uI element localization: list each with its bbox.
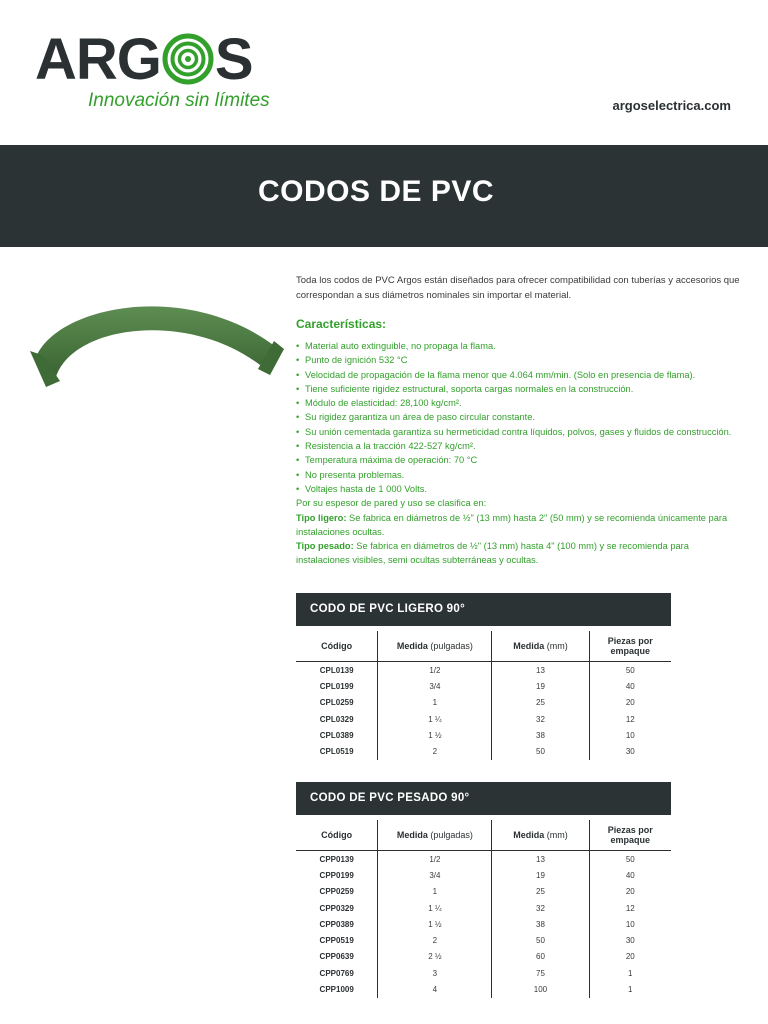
cell-measure-in: 1 ½ [378,727,492,743]
cell-measure-mm: 32 [492,900,589,916]
list-item: • Tiene suficiente rigidez estructural, soporta cargas normales en la construcción. [296,382,741,396]
cell-measure-mm: 38 [492,916,589,932]
cell-pieces: 50 [589,662,671,679]
table-row [296,678,671,694]
cell-measure-mm: 25 [492,695,589,711]
cell-code: CPL0389 [319,730,354,740]
cell-pieces: 20 [589,884,671,900]
cell-code: CPP0769 [319,968,354,978]
table-row [296,981,671,997]
table-row [296,711,671,727]
cell-code: CPP1009 [319,985,354,995]
light-table-body [296,662,671,760]
cell-measure-in: 1 ¼ [378,711,492,727]
cell-measure-in: 3/4 [378,678,492,694]
cell-pieces: 40 [589,867,671,883]
cell-pieces: 12 [589,900,671,916]
cell-code: CPP0389 [319,919,354,929]
heavy-table-title: CODO DE PVC PESADO 90° [296,782,671,815]
light-table-title: CODO DE PVC LIGERO 90° [296,593,671,626]
table-row [296,695,671,711]
cell-pieces: 40 [589,678,671,694]
cell-measure-mm: 100 [492,981,589,997]
cell-measure-in: 1 [378,695,492,711]
heavy-elbow-table [296,782,671,998]
table-row [296,851,671,868]
cell-measure-in: 1 ½ [378,916,492,932]
table-row [296,884,671,900]
cell-measure-in: 3 [378,965,492,981]
list-item: • Punto de ignición 532 °C [296,353,741,367]
heavy-table-body [296,851,671,998]
intro-text: Toda los codos de PVC Argos están diseñados para ofrecer compatibilidad con tuberías y accesorios que correspondan a sus diámetros nominales sin importar el material. [296,275,740,301]
cell-pieces: 30 [589,743,671,759]
classification-intro: Por su espesor de pared y uso se clasifica en: [296,498,487,509]
table-header-row [296,820,671,851]
cell-measure-mm: 19 [492,867,589,883]
list-item: • Su unión cementada garantiza su hermeticidad contra líquidos, polvos, gases y fluidos de construcción. [296,425,741,439]
cell-pieces: 20 [589,695,671,711]
list-item: • Resistencia a la tracción 422-527 kg/cm². [296,439,741,453]
light-type-label: Tipo ligero: [296,512,347,523]
cell-code: CPL0199 [319,681,354,691]
col-measure-mm: Medida (mm) [492,631,589,662]
cell-measure-in: 2 [378,932,492,948]
cell-pieces: 20 [589,949,671,965]
table-row [296,916,671,932]
heavy-type-label: Tipo pesado: [296,541,354,552]
cell-code: CPP0519 [319,936,354,946]
cell-measure-in: 1 [378,884,492,900]
cell-code: CPP0329 [319,903,354,913]
list-item: • Voltajes hasta de 1 000 Volts. [296,482,741,496]
col-measure-in: Medida (pulgadas) [378,631,492,662]
col-pieces: Piezas por empaque [589,820,671,851]
cell-code: CPL0139 [319,665,354,675]
table-row [296,867,671,883]
cell-code: CPP0139 [319,854,354,864]
table-row [296,949,671,965]
cell-code: CPP0639 [319,952,354,962]
pvc-elbow-image [18,285,288,400]
list-item: • Módulo de elasticidad: 28,100 kg/cm². [296,396,741,410]
col-pieces: Piezas por empaque [589,631,671,662]
col-measure-in: Medida (pulgadas) [378,820,492,851]
cell-pieces: 30 [589,932,671,948]
table-row [296,743,671,759]
cell-pieces: 50 [589,851,671,868]
list-item: • Velocidad de propagación de la flama menor que 4.064 mm/min. (Solo en presencia de flama). [296,368,741,382]
cell-measure-mm: 75 [492,965,589,981]
cell-measure-in: 1 ¼ [378,900,492,916]
list-item: • Su rigidez garantiza un área de paso circular constante. [296,410,741,424]
cell-pieces: 10 [589,727,671,743]
argos-logo [35,27,305,118]
description-section [296,273,741,568]
list-item: • Temperatura máxima de operación: 70 °C [296,453,741,467]
features-list [296,339,741,496]
cell-measure-in: 1/2 [378,851,492,868]
heavy-type-text [296,539,741,568]
cell-measure-mm: 13 [492,851,589,868]
light-elbow-table [296,593,671,760]
logo-tagline: Innovación sin límites [88,90,270,111]
cell-measure-mm: 32 [492,711,589,727]
cell-code: CPL0329 [319,714,354,724]
cell-pieces: 1 [589,965,671,981]
page-title: CODOS DE PVC [258,175,495,208]
cell-measure-in: 2 ½ [378,949,492,965]
table-row [296,900,671,916]
cell-pieces: 10 [589,916,671,932]
cell-code: CPP0199 [319,870,354,880]
cell-measure-mm: 50 [492,743,589,759]
heavy-table [296,820,671,998]
light-type-desc: Se fabrica en diámetros de ½" (13 mm) hasta 2" (50 mm) y se recomienda únicamente para instalaciones ocultas. [296,512,728,537]
title-banner [0,145,768,247]
table-row [296,727,671,743]
list-item: • No presenta problemas. [296,468,741,482]
col-code: Código [296,631,378,662]
cell-pieces: 12 [589,711,671,727]
cell-code: CPL0519 [319,747,354,757]
cell-measure-in: 4 [378,981,492,997]
cell-measure-mm: 25 [492,884,589,900]
table-row [296,932,671,948]
page-header [0,0,768,145]
light-type-text [296,511,741,540]
cell-measure-in: 2 [378,743,492,759]
cell-pieces: 1 [589,981,671,997]
light-table [296,631,671,760]
cell-measure-mm: 13 [492,662,589,679]
list-item: • Material auto extinguible, no propaga la flama. [296,339,741,353]
heavy-type-desc: Se fabrica en diámetros de ½" (13 mm) hasta 4" (100 mm) y se recomienda para instalaciones visibles, semi ocultas subterráneas y ocultas. [296,541,689,566]
table-row [296,662,671,679]
col-code: Código [296,820,378,851]
cell-measure-in: 1/2 [378,662,492,679]
logo-ring-icon [162,33,214,85]
cell-code: CPL0259 [319,698,354,708]
cell-measure-mm: 60 [492,949,589,965]
cell-measure-mm: 38 [492,727,589,743]
site-url[interactable]: argoselectrica.com [612,98,731,113]
col-measure-mm: Medida (mm) [492,820,589,851]
table-header-row [296,631,671,662]
features-title: Características: [296,317,387,331]
cell-measure-mm: 19 [492,678,589,694]
cell-code: CPP0259 [319,887,354,897]
cell-measure-mm: 50 [492,932,589,948]
cell-measure-in: 3/4 [378,867,492,883]
table-row [296,965,671,981]
logo-wordmark: ARG S [35,27,253,92]
